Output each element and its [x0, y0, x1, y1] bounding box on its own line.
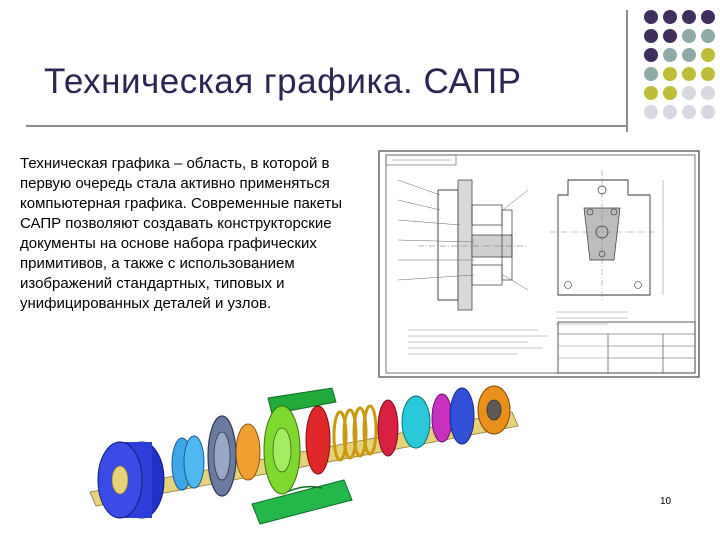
- decor-dot: [663, 105, 677, 119]
- decor-dot: [663, 48, 677, 62]
- decor-dot: [663, 67, 677, 81]
- slide-title: Техническая графика. САПР: [44, 62, 522, 101]
- vertical-divider: [626, 10, 628, 132]
- technical-drawing-image: [378, 150, 700, 378]
- decor-dot: [663, 10, 677, 24]
- decor-dot: [663, 29, 677, 43]
- decor-dot: [682, 48, 696, 62]
- decor-dot: [663, 86, 677, 100]
- decor-dot: [701, 29, 715, 43]
- decor-dot: [682, 105, 696, 119]
- decor-dot: [644, 105, 658, 119]
- 3d-assembly-image: [82, 380, 588, 530]
- decor-dot: [644, 86, 658, 100]
- decor-dot: [682, 67, 696, 81]
- decor-dot: [644, 48, 658, 62]
- decor-dot: [682, 86, 696, 100]
- decor-dot: [701, 48, 715, 62]
- decor-dot: [682, 29, 696, 43]
- decor-dot: [701, 10, 715, 24]
- decor-dot: [682, 10, 696, 24]
- decor-dot: [644, 67, 658, 81]
- decor-dot: [701, 67, 715, 81]
- decor-dot: [701, 86, 715, 100]
- decor-dot: [701, 105, 715, 119]
- decorative-dot-grid: [636, 10, 720, 132]
- page-number: 10: [660, 496, 672, 507]
- body-text: Техническая графика – область, в которой в первую очередь стала активно применяться компьютерная графика. Современные пакеты САПР позволяют создавать конструкторские документы на основе набора графических примитивов, а также с использованием изображений стандартных, типовых и унифицированных деталей и узлов.: [20, 155, 343, 312]
- horizontal-divider: [26, 125, 626, 127]
- decor-dot: [644, 29, 658, 43]
- decor-dot: [644, 10, 658, 24]
